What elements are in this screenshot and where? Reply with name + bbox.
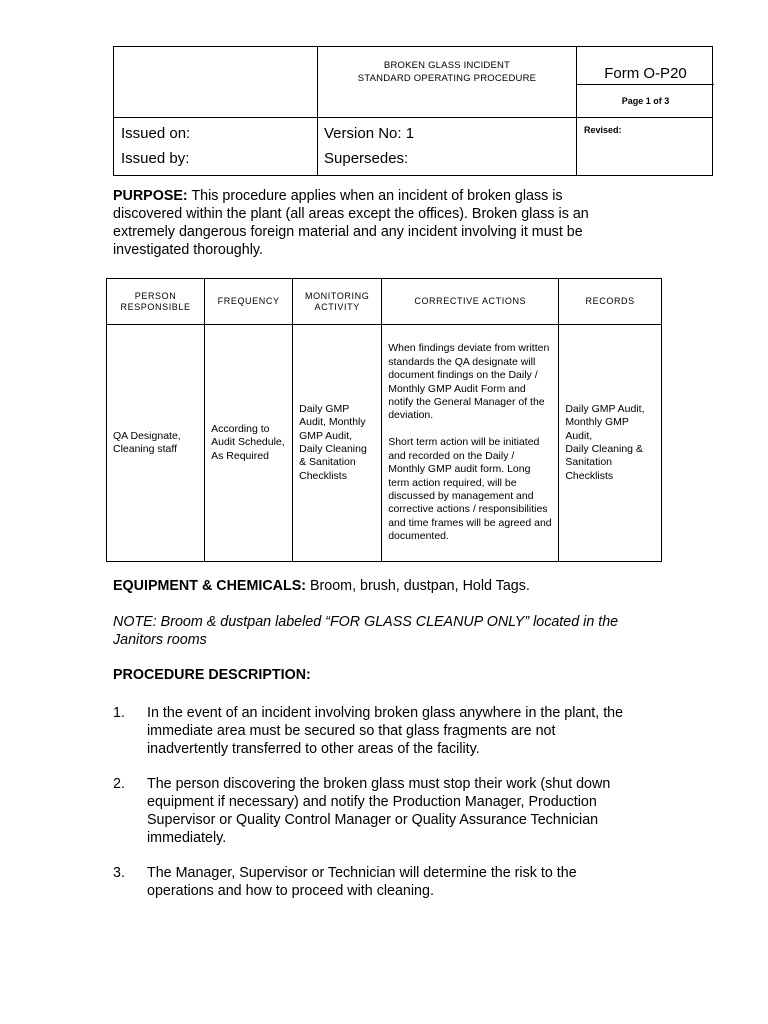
form-number: Form O-P20 <box>604 65 687 82</box>
cell-records: Daily GMP Audit, Monthly GMP Audit, Daily Cleaning & Sanitation Checklists <box>559 325 662 562</box>
header-frequency: FREQUENCY <box>205 279 293 325</box>
purpose-paragraph <box>113 187 633 259</box>
procedure-heading: PROCEDURE DESCRIPTION: <box>113 667 311 683</box>
cell-frequency: According to Audit Schedule, As Required <box>205 325 293 562</box>
equipment-label: EQUIPMENT & CHEMICALS: <box>113 578 307 594</box>
issued-by-label: Issued by: <box>121 150 190 167</box>
step-text: In the event of an incident involving broken glass anywhere in the plant, the immediate area must be secured so that glass fragments are not inadvertently transferred to other areas of the facility. <box>147 705 624 757</box>
divider <box>576 84 714 85</box>
table-row <box>107 325 662 562</box>
issued-on-label: Issued on: <box>121 125 191 142</box>
equipment-paragraph <box>113 578 530 594</box>
purpose-label: PURPOSE: <box>113 188 188 204</box>
purpose-text: This procedure applies when an incident of broken glass is discovered within the plant (all areas except the offices). Broken glass is an extremely dangerous foreign material and any incident involving it must be investigated thoroughly. <box>113 188 589 258</box>
title-line-2: STANDARD OPERATING PROCEDURE <box>357 73 537 84</box>
page-number: Page 1 of 3 <box>621 96 670 106</box>
divider <box>114 117 712 118</box>
header-records: RECORDS <box>559 279 662 325</box>
header-person-responsible: PERSON RESPONSIBLE <box>107 279 205 325</box>
step-text: The person discovering the broken glass must stop their work (shut down equipment if necessary) and notify the Production Manager, Production Supervisor or Quality Control Manager or Quality Assurance Technician immediately. <box>147 776 611 846</box>
step-text: The Manager, Supervisor or Technician will determine the risk to the operations and how to proceed with cleaning. <box>147 865 577 899</box>
header-monitoring-activity: MONITORING ACTIVITY <box>293 279 382 325</box>
cell-monitoring-activity: Daily GMP Audit, Monthly GMP Audit, Daily Cleaning & Sanitation Checklists <box>293 325 382 562</box>
equipment-text: Broom, brush, dustpan, Hold Tags. <box>306 578 530 594</box>
monitoring-table <box>106 278 662 562</box>
note-paragraph: NOTE: Broom & dustpan labeled “FOR GLASS CLEANUP ONLY” located in the Janitors rooms <box>113 614 619 648</box>
table-header-row <box>107 279 662 325</box>
cell-person-responsible: QA Designate, Cleaning staff <box>107 325 205 562</box>
cell-corrective-actions: When findings deviate from written standards the QA designate will document findings on the Daily / Monthly GMP Audit Form and notify the General Manager of the deviation. Short term action will be initiated and recorded on the Daily / Monthly GMP audit form. Long term action required, will be discussed by management and corrective actions / responsibilities and time frames will be agreed and documented. <box>382 325 559 562</box>
revised-label: Revised: <box>584 125 622 135</box>
step-number: 1. <box>113 705 125 721</box>
step-number: 2. <box>113 776 125 792</box>
version-label: Version No: 1 <box>324 125 415 142</box>
document-title <box>318 59 576 85</box>
title-line-1: BROKEN GLASS INCIDENT <box>383 60 511 71</box>
header-box <box>113 46 713 176</box>
header-corrective-actions: CORRECTIVE ACTIONS <box>382 279 559 325</box>
supersedes-label: Supersedes: <box>324 150 409 167</box>
step-number: 3. <box>113 865 125 881</box>
